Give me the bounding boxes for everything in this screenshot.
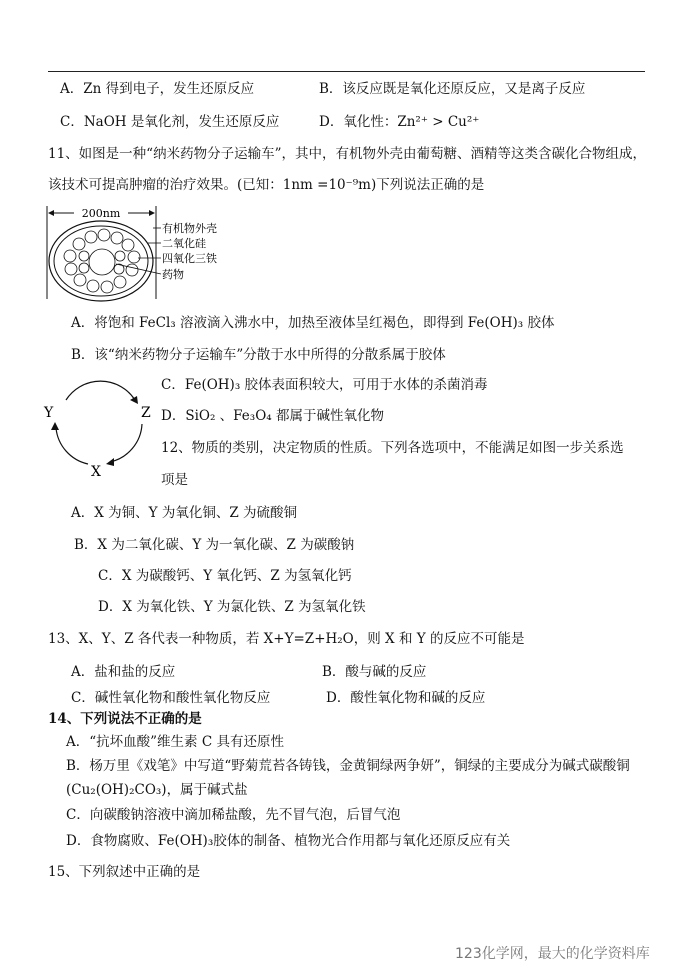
- q12-option-a: A．X 为铜、Y 为氧化铜、Z 为硫酸铜: [71, 505, 298, 521]
- cycle-label-x: X: [91, 464, 101, 480]
- footer-watermark: 123化学网，最大的化学资料库: [455, 946, 650, 962]
- q10-option-b: B．该反应既是氧化还原反应，又是离子反应: [319, 81, 586, 97]
- figure-label-drug: 药物: [162, 268, 184, 281]
- q11-stem-line1: 11、如图是一种“纳米药物分子运输车”，其中，有机物外壳由葡萄糖、酒精等这类含碳化合物组成，: [48, 146, 646, 162]
- q12-option-b: B．X 为二氧化碳、Y 为一氧化碳、Z 为碳酸钠: [74, 537, 355, 553]
- q12-option-c: C．X 为碳酸钙、Y 氧化钙、Z 为氢氧化钙: [98, 568, 352, 584]
- figure-label-sio2: 二氧化硅: [162, 237, 206, 250]
- q12-option-d: D．X 为氧化铁、Y 为氯化铁、Z 为氢氧化铁: [98, 599, 366, 615]
- q10-option-d-formula: Zn²⁺ > Cu²⁺: [397, 114, 480, 130]
- q10-option-d-prefix: D．氧化性：: [319, 114, 398, 130]
- q14-stem: 14、下列说法不正确的是: [48, 711, 202, 727]
- q14-option-a: A．“抗坏血酸”维生素 C 具有还原性: [66, 734, 284, 750]
- q11-stem-line2: 该技术可提高肿瘤的治疗效果。(已知：1nm =10⁻⁹m)下列说法正确的是: [48, 177, 485, 193]
- cycle-label-z: Z: [141, 405, 151, 421]
- figure-label-fe3o4: 四氧化三铁: [162, 252, 217, 265]
- q10-option-c: C．NaOH 是氧化剂，发生还原反应: [60, 114, 280, 130]
- q14-option-d: D．食物腐败、Fe(OH)₃胶体的制备、植物光合作用都与氧化还原反应有关: [66, 833, 511, 849]
- header-rule: [48, 71, 645, 72]
- q13-option-b: B．酸与碱的反应: [322, 664, 427, 680]
- q13-option-d: D．酸性氧化物和碱的反应: [326, 690, 486, 706]
- cycle-label-y: Y: [44, 405, 54, 421]
- figure-label-shell: 有机物外壳: [162, 222, 217, 235]
- nano-carrier-figure: [44, 204, 234, 304]
- q14-option-b-line1: B．杨万里《戏笔》中写道“野菊荒苔各铸钱，金黄铜绿两争妍”，铜绿的主要成分为碱式碳酸铜: [66, 758, 630, 774]
- q10-option-a: A．Zn 得到电子，发生还原反应: [60, 81, 255, 97]
- q13-option-c: C．碱性氧化物和酸性氧化物反应: [71, 690, 271, 706]
- figure-width-label: 200nm: [81, 207, 121, 220]
- q13-option-a: A．盐和盐的反应: [71, 664, 176, 680]
- xyz-cycle-figure: [42, 370, 160, 480]
- q11-option-b: B．该“纳米药物分子运输车”分散于水中所得的分散系属于胶体: [71, 347, 446, 363]
- q11-option-d: D．SiO₂ 、Fe₃O₄ 都属于碱性氧化物: [161, 408, 384, 424]
- q14-option-b-line2: (Cu₂(OH)₂CO₃)，属于碱式盐: [66, 782, 248, 798]
- q11-option-c: C．Fe(OH)₃ 胶体表面积较大，可用于水体的杀菌消毒: [161, 377, 488, 393]
- q12-stem-line2: 项是: [161, 472, 188, 488]
- q10-option-d: [319, 114, 479, 130]
- q15-stem: 15、下列叙述中正确的是: [48, 864, 201, 880]
- q13-stem: 13、X、Y、Z 各代表一种物质，若 X+Y=Z+H₂O，则 X 和 Y 的反应不可能是: [48, 631, 525, 647]
- q12-stem-line1: 12、物质的类别，决定物质的性质。下列各选项中，不能满足如图一步关系选: [161, 440, 624, 456]
- q11-option-a: A．将饱和 FeCl₃ 溶液滴入沸水中，加热至液体呈红褐色，即得到 Fe(OH)₃ 胶体: [71, 315, 555, 331]
- q14-option-c: C．向碳酸钠溶液中滴加稀盐酸，先不冒气泡，后冒气泡: [66, 807, 401, 823]
